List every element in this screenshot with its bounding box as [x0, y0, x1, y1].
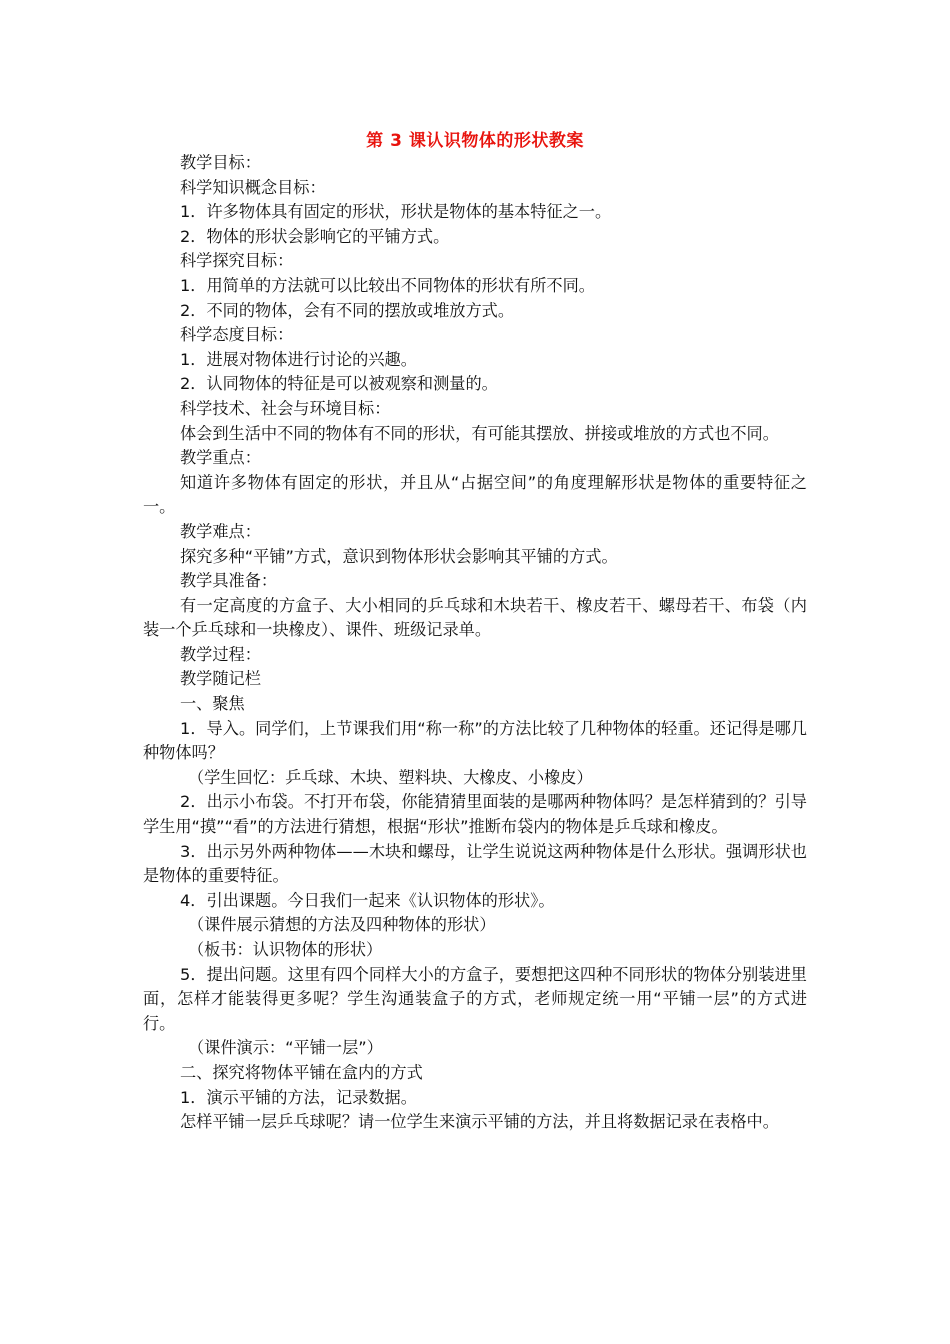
paragraph: （课件展示猜想的方法及四种物体的形状）	[188, 915, 496, 935]
paragraph: （课件演示：“平铺一层”）	[188, 1038, 383, 1058]
paragraph: 一、聚焦	[180, 694, 245, 714]
paragraph: 二、探究将物体平铺在盒内的方式	[180, 1062, 423, 1082]
document-title: 第 3 课认识物体的形状教案	[366, 131, 584, 151]
paragraph: 教学重点：	[180, 448, 261, 468]
paragraph: 教学难点：	[180, 521, 261, 541]
paragraph: 4．引出课题。今日我们一起来《认识物体的形状》。	[180, 890, 555, 910]
paragraph: 教学目标：	[180, 153, 261, 172]
paragraph: 5．提出问题。这里有四个同样大小的方盒子，要想把这四种不同形状的物体分别装进里面，怎样才能装得更多呢？学生沟通装盒子的方式，老师规定统一用“平铺一层”的方式进行。	[143, 964, 807, 1033]
paragraph: 科学知识概念目标：	[180, 177, 326, 197]
paragraph: 科学态度目标：	[180, 325, 294, 345]
paragraph: 1．进展对物体进行讨论的兴趣。	[180, 349, 417, 369]
paragraph: （学生回忆：乒乓球、木块、塑料块、大橡皮、小橡皮）	[188, 767, 593, 787]
paragraph: 2．出示小布袋。不打开布袋，你能猜猜里面装的是哪两种物体吗？是怎样猜到的？引导学生用“摸”“看”的方法进行猜想，根据“形状”推断布袋内的物体是乒乓球和橡皮。	[143, 792, 807, 837]
paragraph: 有一定高度的方盒子、大小相同的乒乓球和木块若干、橡皮若干、螺母若干、布袋（内装一个乒乓球和一块橡皮）、课件、班级记录单。	[143, 595, 807, 640]
paragraph: 科学探究目标：	[180, 251, 294, 271]
paragraph: 2．物体的形状会影响它的平铺方式。	[180, 226, 450, 246]
paragraph: 3．出示另外两种物体——木块和螺母，让学生说说这两种物体是什么形状。强调形状也是物体的重要特征。	[143, 841, 807, 886]
paragraph: 1．导入。同学们，上节课我们用“称一称”的方法比较了几种物体的轻重。还记得是哪几种物体吗？	[143, 718, 807, 763]
paragraph: 1．用简单的方法就可以比较出不同物体的形状有所不同。	[180, 275, 595, 295]
paragraph: 教学随记栏	[180, 669, 261, 689]
paragraph: 教学过程：	[180, 644, 261, 664]
paragraph: 1．演示平铺的方法，记录数据。	[180, 1087, 417, 1107]
paragraph: 探究多种“平铺”方式，意识到物体形状会影响其平铺的方式。	[180, 546, 618, 566]
paragraph: 2．不同的物体，会有不同的摆放或堆放方式。	[180, 300, 515, 320]
paragraph: 科学技术、社会与环境目标：	[180, 398, 391, 418]
paragraph: 体会到生活中不同的物体有不同的形状，有可能其摆放、拼接或堆放的方式也不同。	[180, 423, 779, 443]
paragraph: 教学具准备：	[180, 571, 278, 591]
paragraph: （板书：认识物体的形状）	[188, 940, 383, 959]
paragraph: 1．许多物体具有固定的形状，形状是物体的基本特征之一。	[180, 202, 612, 222]
paragraph: 怎样平铺一层乒乓球呢？请一位学生来演示平铺的方法，并且将数据记录在表格中。	[180, 1112, 779, 1132]
paragraph: 知道许多物体有固定的形状，并且从“占据空间”的角度理解形状是物体的重要特征之一。	[143, 472, 807, 517]
document-body	[143, 151, 807, 1135]
paragraph: 2．认同物体的特征是可以被观察和测量的。	[180, 374, 498, 394]
